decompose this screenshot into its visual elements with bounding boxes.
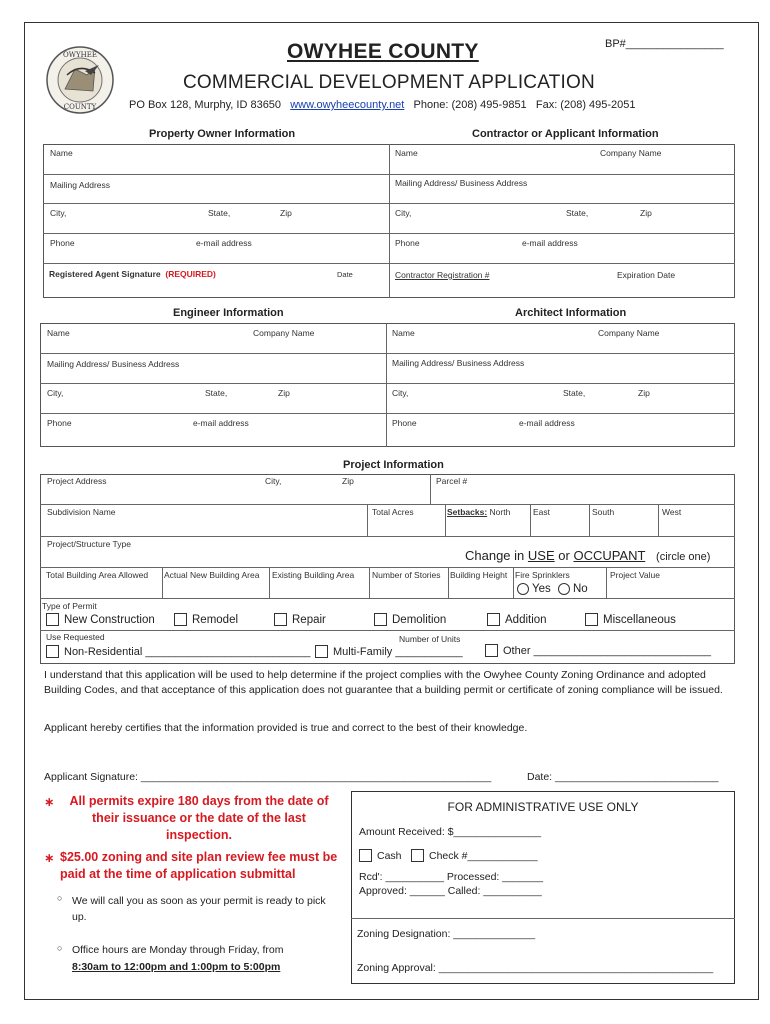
zoning-approval-field[interactable]: Zoning Approval: _______________________________________________ <box>357 962 714 974</box>
subdivision-field[interactable]: Subdivision Name <box>47 507 116 517</box>
permit-label: Miscellaneous <box>603 613 676 626</box>
or-label: or <box>558 548 570 563</box>
project-zip-field[interactable]: Zip <box>342 476 354 486</box>
non-residential-label[interactable]: Non-Residential ___________________________ <box>64 645 311 658</box>
radio-icon[interactable] <box>558 583 570 595</box>
architect-company-field[interactable]: Company Name <box>598 328 660 338</box>
checkbox-icon[interactable] <box>315 645 328 658</box>
owner-city-field[interactable]: City, <box>50 208 67 218</box>
architect-section-heading: Architect Information <box>515 307 627 319</box>
structure-type-field[interactable]: Project/Structure Type <box>47 539 131 549</box>
checkbox-icon[interactable] <box>359 849 372 862</box>
contractor-city-field[interactable]: City, <box>395 208 412 218</box>
project-city-field[interactable]: City, <box>265 476 282 486</box>
units-label: Number of Units <box>399 634 461 644</box>
change-in-label: Change in <box>465 548 525 563</box>
owner-signature-field[interactable] <box>49 269 216 279</box>
engineer-email-field[interactable]: e-mail address <box>193 418 249 428</box>
owner-name-field[interactable]: Name <box>50 148 73 158</box>
required-label: (REQUIRED) <box>165 269 216 279</box>
permit-label: Remodel <box>192 613 239 626</box>
multi-family-label[interactable]: Multi-Family ___________ <box>333 645 463 658</box>
contractor-company-field[interactable]: Company Name <box>600 148 662 158</box>
permit-label: Repair <box>292 613 326 626</box>
expiration-note: All permits expire 180 days from the date of their issuance or the date of the last inspection. <box>69 794 329 842</box>
permit-remodel[interactable] <box>174 613 238 626</box>
project-section-heading: Project Information <box>343 459 444 471</box>
checkbox-icon[interactable] <box>485 644 498 657</box>
checkbox-icon[interactable] <box>274 613 287 626</box>
seal-text-top: OWYHEE <box>63 51 97 59</box>
project-value-field[interactable]: Project Value <box>610 570 660 580</box>
checkbox-icon[interactable] <box>411 849 424 862</box>
owner-date-field[interactable]: Date <box>337 270 353 279</box>
contractor-registration-field[interactable]: Contractor Registration # <box>395 270 490 280</box>
architect-city-field[interactable]: City, <box>392 388 409 398</box>
contractor-name-field[interactable]: Name <box>395 148 418 158</box>
architect-state-field[interactable]: State, <box>563 388 586 398</box>
admin-title: FOR ADMINISTRATIVE USE ONLY <box>447 800 639 814</box>
setbacks-east-field[interactable]: East <box>533 507 551 517</box>
permit-demolition[interactable] <box>374 613 446 626</box>
amount-received-field[interactable]: Amount Received: $_______________ <box>359 826 542 838</box>
yes-label: Yes <box>532 583 551 595</box>
height-field[interactable]: Building Height <box>450 570 508 580</box>
permit-new-construction[interactable] <box>46 613 155 626</box>
circle-one-label: (circle one) <box>656 551 711 563</box>
occupant-option[interactable]: OCCUPANT <box>573 548 646 563</box>
no-label: No <box>573 583 588 595</box>
engineer-section-heading: Engineer Information <box>173 307 284 319</box>
applicant-signature-field[interactable]: Applicant Signature: ____________________________________________________________ <box>44 771 492 783</box>
checkbox-icon[interactable] <box>585 613 598 626</box>
contractor-email-field[interactable]: e-mail address <box>522 238 578 248</box>
parcel-number-field[interactable]: Parcel # <box>436 476 468 486</box>
setbacks-south-field[interactable]: South <box>592 507 615 517</box>
contractor-section-heading: Contractor or Applicant Information <box>472 128 659 140</box>
engineer-company-field[interactable]: Company Name <box>253 328 315 338</box>
seal-text-bottom: COUNTY <box>63 103 97 111</box>
admin-cash-option[interactable] <box>359 849 402 862</box>
bullet-icon: ○ <box>57 893 63 903</box>
approved-called-field[interactable]: Approved: ______ Called: __________ <box>359 885 542 897</box>
owner-state-field[interactable]: State, <box>208 208 231 218</box>
applicant-date-field[interactable]: Date: ____________________________ <box>527 771 719 783</box>
office-address: PO Box 128, Murphy, ID 83650 <box>129 99 282 111</box>
contractor-mailing-field[interactable]: Mailing Address/ Business Address <box>395 178 528 188</box>
fee-note: $25.00 zoning and site plan review fee must be paid at the time of application submittal <box>60 850 338 881</box>
use-option[interactable]: USE <box>527 548 555 563</box>
asterisk-icon: ∗ <box>44 851 55 865</box>
change-in-use-occupant[interactable] <box>465 548 710 563</box>
cash-label: Cash <box>377 849 402 862</box>
office-hours: 8:30am to 12:00pm and 1:00pm to 5:00pm <box>72 961 281 973</box>
owner-mailing-field[interactable]: Mailing Address <box>50 180 111 190</box>
sprinklers-no-option[interactable] <box>558 583 588 595</box>
area-existing-field[interactable]: Existing Building Area <box>272 570 355 580</box>
permit-label: New Construction <box>64 613 155 626</box>
checkbox-icon[interactable] <box>374 613 387 626</box>
engineer-phone-field[interactable]: Phone <box>47 418 72 428</box>
owner-section-heading: Property Owner Information <box>149 128 296 140</box>
bp-number-field[interactable]: BP#________________ <box>605 38 724 50</box>
engineer-zip-field[interactable]: Zip <box>278 388 290 398</box>
use-other[interactable] <box>485 644 711 657</box>
office-hours-note: Office hours are Monday through Friday, from <box>72 944 284 956</box>
website-link[interactable]: www.owyheecounty.net <box>290 99 405 111</box>
permit-label: Demolition <box>392 613 447 626</box>
owner-zip-field[interactable]: Zip <box>280 208 292 218</box>
zoning-designation-field[interactable]: Zoning Designation: ______________ <box>357 928 536 940</box>
bullet-icon: ○ <box>57 943 63 953</box>
contractor-phone-field[interactable]: Phone <box>395 238 420 248</box>
contractor-zip-field[interactable]: Zip <box>640 208 652 218</box>
setbacks-north-field[interactable] <box>447 507 510 517</box>
radio-icon[interactable] <box>517 583 529 595</box>
sprinklers-label: Fire Sprinklers <box>515 570 570 580</box>
permit-addition[interactable] <box>487 613 547 626</box>
engineer-state-field[interactable]: State, <box>205 388 228 398</box>
engineer-city-field[interactable]: City, <box>47 388 64 398</box>
certification-paragraph: Applicant hereby certifies that the information provided is true and correct to the best of their knowledge. <box>44 722 528 734</box>
asterisk-icon: ∗ <box>44 795 55 809</box>
check-label[interactable]: Check #____________ <box>429 849 538 862</box>
area-allowed-field[interactable]: Total Building Area Allowed <box>46 570 149 580</box>
use-requested-label: Use Requested <box>46 632 105 642</box>
acknowledgement-paragraph: I understand that this application will be used to help determine if the project complies with the Owyhee County Zoning Ordinance and adopted Building Codes, and that acceptance of this application does not guarantee that a building permit or certificate of zoning compliance will be issued. <box>44 669 723 696</box>
county-title: OWYHEE COUNTY <box>287 40 479 63</box>
engineer-name-field[interactable]: Name <box>47 328 70 338</box>
county-seal-logo <box>45 45 115 115</box>
setbacks-label: Setbacks: <box>447 507 488 517</box>
engineer-architect-table <box>40 323 735 447</box>
signature-label: Registered Agent Signature <box>49 269 161 279</box>
permit-label: Addition <box>505 613 547 626</box>
contact-line <box>129 99 636 111</box>
owner-email-field[interactable]: e-mail address <box>196 238 252 248</box>
contractor-state-field[interactable]: State, <box>566 208 589 218</box>
phone-number: Phone: (208) 495-9851 <box>413 99 527 111</box>
permit-repair[interactable] <box>274 613 326 626</box>
other-label[interactable]: Other _____________________________ <box>503 644 711 657</box>
contractor-expiration-field[interactable]: Expiration Date <box>617 270 676 280</box>
architect-phone-field[interactable]: Phone <box>392 418 417 428</box>
admin-check-option[interactable] <box>411 849 538 862</box>
permit-type-label: Type of Permit <box>42 601 97 611</box>
architect-mailing-field[interactable]: Mailing Address/ Business Address <box>392 358 525 368</box>
architect-zip-field[interactable]: Zip <box>638 388 650 398</box>
permit-miscellaneous[interactable] <box>585 613 676 626</box>
stories-field[interactable]: Number of Stories <box>372 570 441 580</box>
architect-name-field[interactable]: Name <box>392 328 415 338</box>
project-table <box>40 474 735 664</box>
north-label: North <box>489 507 511 517</box>
sprinklers-yes-option[interactable] <box>517 583 551 595</box>
use-multi-family[interactable] <box>315 645 463 658</box>
rcd-processed-field[interactable]: Rcd': __________ Processed: _______ <box>359 871 544 883</box>
project-address-field[interactable]: Project Address <box>47 476 107 486</box>
checkbox-icon[interactable] <box>174 613 187 626</box>
fax-number: Fax: (208) 495-2051 <box>535 99 636 111</box>
owner-phone-field[interactable]: Phone <box>50 238 75 248</box>
use-non-residential[interactable] <box>46 645 311 658</box>
application-title: COMMERCIAL DEVELOPMENT APPLICATION <box>183 72 595 93</box>
checkbox-icon[interactable] <box>487 613 500 626</box>
area-actual-field[interactable]: Actual New Building Area <box>164 570 260 580</box>
checkbox-icon[interactable] <box>46 613 59 626</box>
checkbox-icon[interactable] <box>46 645 59 658</box>
engineer-mailing-field[interactable]: Mailing Address/ Business Address <box>47 359 180 369</box>
total-acres-field[interactable]: Total Acres <box>372 507 414 517</box>
setbacks-west-field[interactable]: West <box>662 507 682 517</box>
pickup-note: We will call you as soon as your permit is ready to pick up. <box>72 895 326 923</box>
architect-email-field[interactable]: e-mail address <box>519 418 575 428</box>
